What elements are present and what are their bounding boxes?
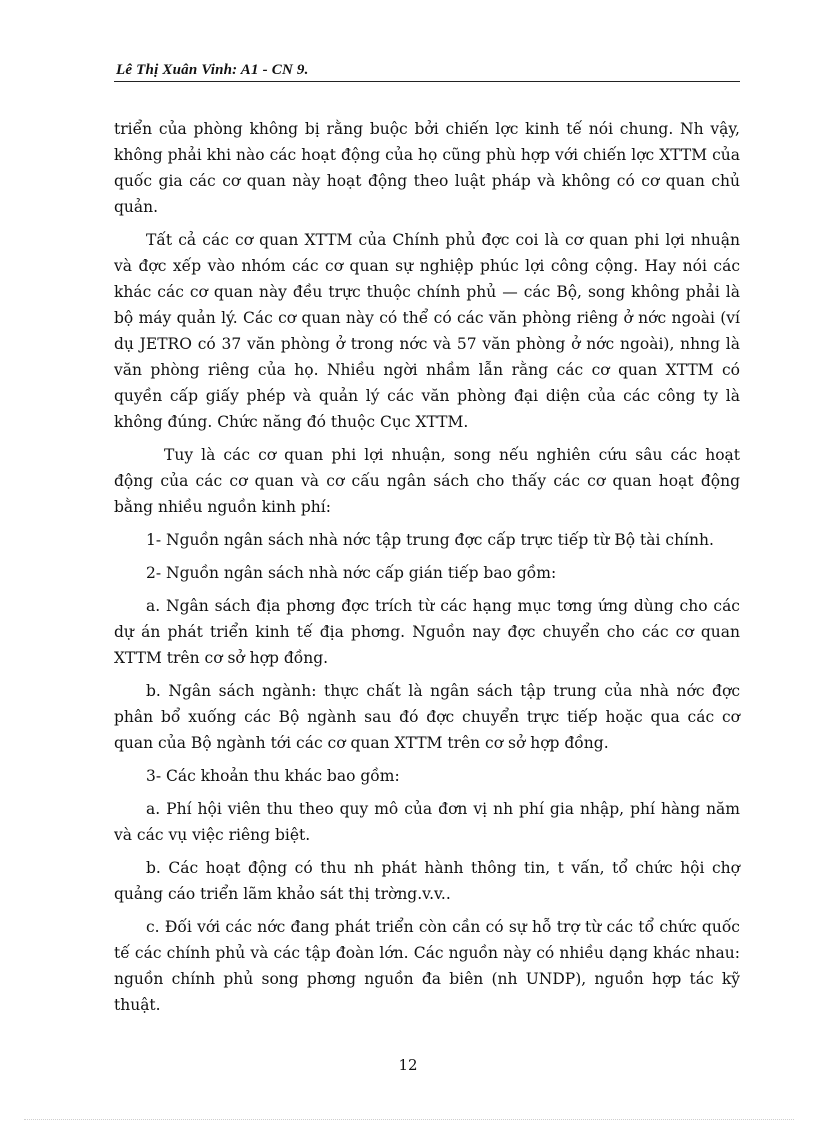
footer-divider [24, 1119, 794, 1120]
paragraph: triển của phòng không bị rằng buộc bởi chiến lợc kinh tế nói chung. Nh vậy, không phải khi nào các hoạt động của họ cũng phù hợp với chiến lợc XTTM của quốc gia các cơ quan này hoạt động theo luật pháp và không có cơ quan chủ quản. [114, 120, 740, 216]
running-header: Lê Thị Xuân Vinh: A1 - CN 9. [116, 62, 309, 78]
list-item: 3- Các khoản thu khác bao gồm: [146, 767, 400, 785]
sub-list-item: c. Đối với các nớc đang phát triển còn cần có sự hỗ trợ từ các tổ chức quốc tế các chính phủ và các tập đoàn lớn. Các nguồn này có nhiều dạng khác nhau: nguồn chính phủ song phơng nguồn đa biên (nh UNDP), nguồn hợp tác kỹ thuật. [114, 918, 740, 1014]
page-number: 12 [398, 1056, 418, 1074]
sub-list-item: a. Phí hội viên thu theo quy mô của đơn vị nh phí gia nhập, phí hàng năm và các vụ việc riêng biệt. [114, 800, 740, 844]
list-item: 1- Nguồn ngân sách nhà nớc tập trung đợc cấp trực tiếp từ Bộ tài chính. [146, 531, 714, 549]
paragraph: Tất cả các cơ quan XTTM của Chính phủ đợc coi là cơ quan phi lợi nhuận và đợc xếp vào nhóm các cơ quan sự nghiệp phúc lợi công cộng. Hay nói các khác các cơ quan này đều trực thuộc chính phủ — các Bộ, song không phải là bộ máy quản lý. Các cơ quan này có thể có các văn phòng riêng ở nớc ngoài (ví dụ JETRO có 37 văn phòng ở trong nớc và 57 văn phòng ở nớc ngoài), nhng là văn phòng riêng của họ. Nhiều ngời nhầm lẫn rằng các cơ quan XTTM có quyền cấp giấy phép và quản lý các văn phòng đại diện của các công ty là không đúng. Chức năng đó thuộc Cục XTTM. [114, 231, 740, 431]
sub-list-item: b. Các hoạt động có thu nh phát hành thông tin, t vấn, tổ chức hội chợ quảng cáo triển lãm khảo sát thị trờng.v.v.. [114, 859, 740, 903]
list-item: 2- Nguồn ngân sách nhà nớc cấp gián tiếp bao gồm: [146, 564, 557, 582]
header-rule [114, 81, 740, 82]
paragraph: Tuy là các cơ quan phi lợi nhuận, song nếu nghiên cứu sâu các hoạt động của các cơ quan và cơ cấu ngân sách cho thấy các cơ quan hoạt động bằng nhiều nguồn kinh phí: [114, 446, 740, 516]
sub-list-item: b. Ngân sách ngành: thực chất là ngân sách tập trung của nhà nớc đợc phân bổ xuống các Bộ ngành sau đó đợc chuyển trực tiếp hoặc qua các cơ quan của Bộ ngành tới các cơ quan XTTM trên cơ sở hợp đồng. [114, 682, 740, 752]
sub-list-item: a. Ngân sách địa phơng đợc trích từ các hạng mục tơng ứng dùng cho các dự án phát triển kinh tế địa phơng. Nguồn nay đợc chuyển cho các cơ quan XTTM trên cơ sở hợp đồng. [114, 597, 740, 667]
body-text [114, 116, 740, 1025]
